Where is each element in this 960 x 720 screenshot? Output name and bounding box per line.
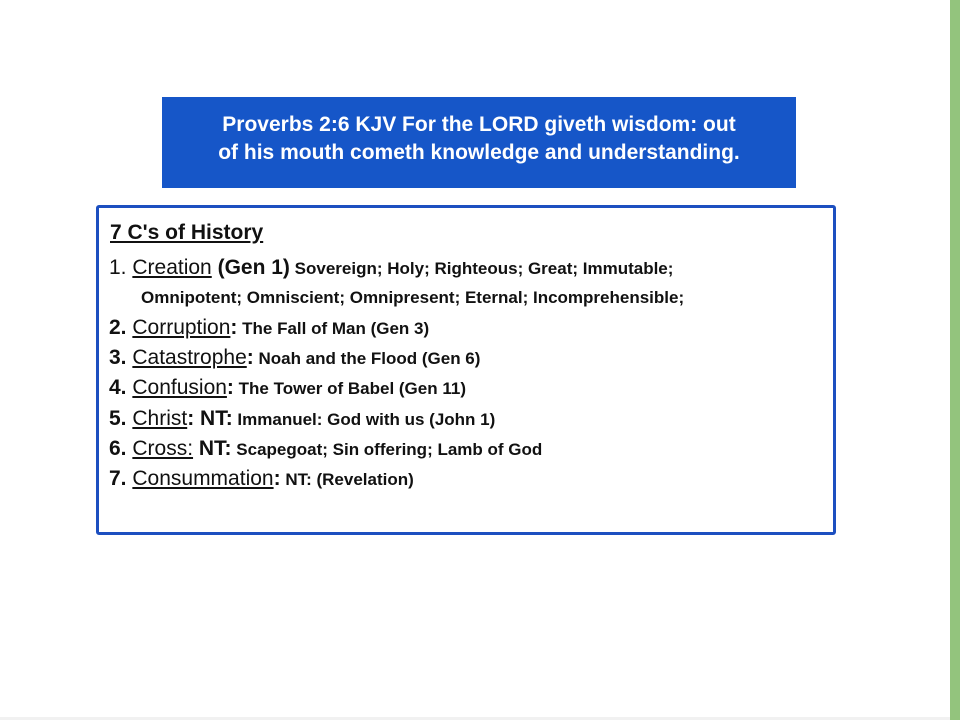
item-title: Creation (132, 256, 212, 279)
item-suffix: : (230, 316, 238, 339)
item-number: 1. (109, 256, 133, 279)
verse-line-2: of his mouth cometh knowledge and understanding. (218, 141, 740, 164)
history-item-3 (109, 346, 480, 370)
item-detail: Noah and the Flood (Gen 6) (253, 349, 481, 368)
item-number: 3. (109, 346, 133, 369)
history-item-1-continuation: Omnipotent; Omniscient; Omnipresent; Eternal; Incomprehensible; (141, 288, 685, 307)
item-title: Confusion (132, 376, 227, 399)
item-suffix: : NT: (187, 407, 233, 430)
history-heading: 7 C's of History (110, 221, 264, 244)
item-detail: Immanuel: God with us (John 1) (232, 410, 496, 429)
item-detail: Scapegoat; Sin offering; Lamb of God (231, 440, 543, 459)
item-suffix: : (273, 467, 281, 490)
history-box (96, 205, 836, 535)
item-suffix: : (246, 346, 254, 369)
history-item-2 (109, 316, 429, 340)
right-edge-strip (950, 0, 960, 720)
item-detail: The Fall of Man (Gen 3) (237, 319, 430, 338)
item-title: Cross: (132, 437, 194, 460)
history-item-6 (109, 437, 542, 461)
history-item-5 (109, 407, 495, 431)
history-item-7 (109, 467, 414, 491)
item-title: Consummation (132, 467, 274, 490)
verse-box (162, 97, 796, 188)
item-detail: Sovereign; Holy; Righteous; Great; Immutable; (289, 259, 674, 278)
item-number: 7. (109, 467, 133, 490)
item-number: 2. (109, 316, 133, 339)
item-number: 4. (109, 376, 133, 399)
history-item-4 (109, 376, 466, 400)
item-number: 5. (109, 407, 133, 430)
item-suffix: NT: (193, 437, 232, 460)
item-suffix: (Gen 1) (211, 256, 290, 279)
verse-line-1: Proverbs 2:6 KJV For the LORD giveth wisdom: out (222, 113, 736, 136)
item-suffix: : (226, 376, 234, 399)
item-detail: NT: (Revelation) (280, 470, 414, 489)
item-title: Corruption (132, 316, 231, 339)
item-title: Catastrophe (132, 346, 247, 369)
item-detail: The Tower of Babel (Gen 11) (233, 379, 466, 398)
history-item-1 (109, 256, 673, 280)
item-title: Christ (132, 407, 188, 430)
item-number: 6. (109, 437, 133, 460)
